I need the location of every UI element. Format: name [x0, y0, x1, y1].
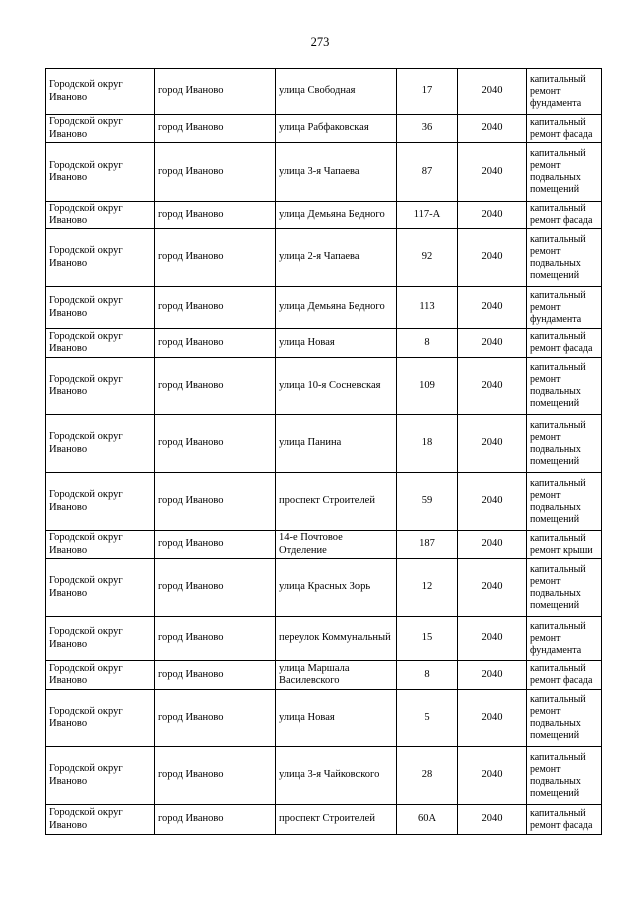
year-cell: 2040 [458, 143, 527, 202]
work-type-cell: капитальный ремонт подвальных помещений [527, 229, 602, 287]
street-cell: улица 3-я Чайковского [276, 747, 397, 805]
house-cell: 12 [397, 559, 458, 617]
year-cell: 2040 [458, 202, 527, 229]
work-type-cell: капитальный ремонт подвальных помещений [527, 559, 602, 617]
city-cell: город Иваново [155, 69, 276, 115]
house-cell: 92 [397, 229, 458, 287]
street-cell: улица Демьяна Бедного [276, 202, 397, 229]
year-cell: 2040 [458, 690, 527, 747]
work-type-cell: капитальный ремонт подвальных помещений [527, 358, 602, 415]
city-cell: город Иваново [155, 287, 276, 329]
work-type-cell: капитальный ремонт фасада [527, 202, 602, 229]
district-cell: Городской округ Иваново [46, 617, 155, 661]
table-row [46, 805, 602, 835]
house-cell: 17 [397, 69, 458, 115]
work-type-cell: капитальный ремонт фундамента [527, 287, 602, 329]
city-cell: город Иваново [155, 115, 276, 143]
district-cell: Городской округ Иваново [46, 229, 155, 287]
table-row [46, 661, 602, 690]
table-row [46, 229, 602, 287]
district-cell: Городской округ Иваново [46, 531, 155, 559]
year-cell: 2040 [458, 805, 527, 835]
street-cell: улица Новая [276, 329, 397, 358]
house-cell: 113 [397, 287, 458, 329]
house-cell: 8 [397, 329, 458, 358]
district-cell: Городской округ Иваново [46, 473, 155, 531]
work-type-cell: капитальный ремонт фасада [527, 661, 602, 690]
table-row [46, 69, 602, 115]
table-row [46, 287, 602, 329]
table-row [46, 202, 602, 229]
house-cell: 60А [397, 805, 458, 835]
table-row [46, 143, 602, 202]
work-type-cell: капитальный ремонт подвальных помещений [527, 143, 602, 202]
street-cell: улица 3-я Чапаева [276, 143, 397, 202]
street-cell: улица 10-я Сосневская [276, 358, 397, 415]
house-cell: 28 [397, 747, 458, 805]
district-cell: Городской округ Иваново [46, 329, 155, 358]
work-type-cell: капитальный ремонт подвальных помещений [527, 690, 602, 747]
repair-schedule-table [45, 68, 602, 835]
street-cell: улица Рабфаковская [276, 115, 397, 143]
street-cell: проспект Строителей [276, 473, 397, 531]
house-cell: 8 [397, 661, 458, 690]
district-cell: Городской округ Иваново [46, 747, 155, 805]
table-row [46, 559, 602, 617]
house-cell: 117-А [397, 202, 458, 229]
district-cell: Городской округ Иваново [46, 287, 155, 329]
year-cell: 2040 [458, 531, 527, 559]
street-cell: улица Панина [276, 415, 397, 473]
work-type-cell: капитальный ремонт фундамента [527, 617, 602, 661]
city-cell: город Иваново [155, 805, 276, 835]
work-type-cell: капитальный ремонт фасада [527, 805, 602, 835]
table-row [46, 747, 602, 805]
house-cell: 5 [397, 690, 458, 747]
table-row [46, 115, 602, 143]
city-cell: город Иваново [155, 531, 276, 559]
city-cell: город Иваново [155, 329, 276, 358]
work-type-cell: капитальный ремонт подвальных помещений [527, 473, 602, 531]
street-cell: улица Новая [276, 690, 397, 747]
year-cell: 2040 [458, 617, 527, 661]
district-cell: Городской округ Иваново [46, 143, 155, 202]
table-row [46, 690, 602, 747]
house-cell: 187 [397, 531, 458, 559]
district-cell: Городской округ Иваново [46, 115, 155, 143]
table-row [46, 531, 602, 559]
year-cell: 2040 [458, 358, 527, 415]
house-cell: 109 [397, 358, 458, 415]
district-cell: Городской округ Иваново [46, 415, 155, 473]
year-cell: 2040 [458, 287, 527, 329]
district-cell: Городской округ Иваново [46, 202, 155, 229]
work-type-cell: капитальный ремонт подвальных помещений [527, 747, 602, 805]
street-cell: улица Демьяна Бедного [276, 287, 397, 329]
work-type-cell: капитальный ремонт фасада [527, 329, 602, 358]
district-cell: Городской округ Иваново [46, 559, 155, 617]
year-cell: 2040 [458, 69, 527, 115]
year-cell: 2040 [458, 115, 527, 143]
street-cell: улица Красных Зорь [276, 559, 397, 617]
work-type-cell: капитальный ремонт крыши [527, 531, 602, 559]
year-cell: 2040 [458, 559, 527, 617]
street-cell: улица Свободная [276, 69, 397, 115]
city-cell: город Иваново [155, 202, 276, 229]
work-type-cell: капитальный ремонт фундамента [527, 69, 602, 115]
table-row [46, 415, 602, 473]
work-type-cell: капитальный ремонт подвальных помещений [527, 415, 602, 473]
city-cell: город Иваново [155, 415, 276, 473]
table-row [46, 473, 602, 531]
city-cell: город Иваново [155, 143, 276, 202]
work-type-cell: капитальный ремонт фасада [527, 115, 602, 143]
year-cell: 2040 [458, 415, 527, 473]
house-cell: 18 [397, 415, 458, 473]
district-cell: Городской округ Иваново [46, 661, 155, 690]
house-cell: 87 [397, 143, 458, 202]
city-cell: город Иваново [155, 229, 276, 287]
year-cell: 2040 [458, 329, 527, 358]
year-cell: 2040 [458, 661, 527, 690]
table-row [46, 329, 602, 358]
city-cell: город Иваново [155, 747, 276, 805]
city-cell: город Иваново [155, 661, 276, 690]
page-number: 273 [310, 35, 330, 49]
house-cell: 59 [397, 473, 458, 531]
city-cell: город Иваново [155, 358, 276, 415]
city-cell: город Иваново [155, 559, 276, 617]
table-row [46, 358, 602, 415]
district-cell: Городской округ Иваново [46, 358, 155, 415]
city-cell: город Иваново [155, 690, 276, 747]
table-row [46, 617, 602, 661]
street-cell: улица Маршала Василевского [276, 661, 397, 690]
district-cell: Городской округ Иваново [46, 69, 155, 115]
district-cell: Городской округ Иваново [46, 690, 155, 747]
city-cell: город Иваново [155, 473, 276, 531]
year-cell: 2040 [458, 747, 527, 805]
house-cell: 15 [397, 617, 458, 661]
street-cell: проспект Строителей [276, 805, 397, 835]
year-cell: 2040 [458, 229, 527, 287]
street-cell: улица 2-я Чапаева [276, 229, 397, 287]
year-cell: 2040 [458, 473, 527, 531]
house-cell: 36 [397, 115, 458, 143]
street-cell: 14-е Почтовое Отделение [276, 531, 397, 559]
district-cell: Городской округ Иваново [46, 805, 155, 835]
street-cell: переулок Коммунальный [276, 617, 397, 661]
city-cell: город Иваново [155, 617, 276, 661]
